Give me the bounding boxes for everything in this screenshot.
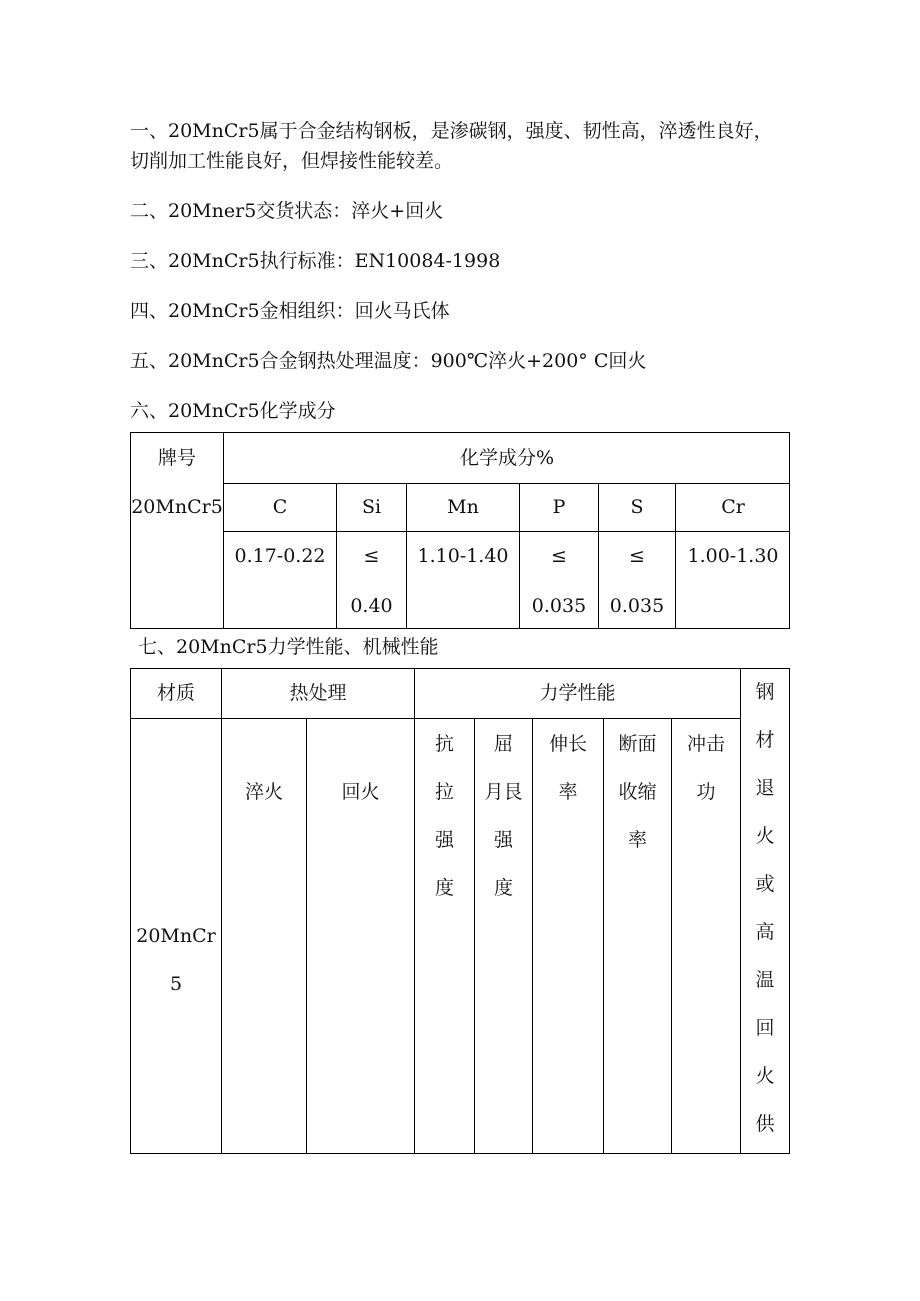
mech-material-header: 材质 — [156, 682, 195, 704]
value-si-symbol: ≤ — [363, 545, 380, 567]
mech-material-value-line1: 20MnCr — [136, 925, 216, 947]
tensile-strength-char: 抗 — [434, 733, 454, 755]
annealed-note-char: 退 — [755, 777, 775, 799]
value-p: 0.035 — [531, 595, 587, 617]
annealed-note-char: 火 — [755, 825, 775, 847]
elongation-char: 率 — [558, 781, 578, 803]
yield-strength-header — [475, 720, 532, 912]
mech-heat-treatment-header: 热处理 — [289, 682, 347, 704]
tensile-strength-char: 拉 — [434, 781, 454, 803]
chem-section-heading: 六、20MnCr5化学成分 — [130, 400, 336, 422]
annealed-note-char: 温 — [755, 969, 775, 991]
chem-composition-header: 化学成分% — [459, 447, 555, 469]
elongation-char: 伸长 — [548, 733, 587, 755]
standard-line: 三、20MnCr5执行标准：EN10084-1998 — [130, 250, 501, 272]
annealed-note-char: 供 — [755, 1113, 775, 1135]
annealed-supply-note — [741, 668, 789, 1148]
mech-properties-header: 力学性能 — [539, 682, 616, 704]
value-s-symbol: ≤ — [629, 545, 645, 567]
delivery-state-line: 二、20Mner5交货状态：淬火+回火 — [130, 200, 444, 222]
chem-grade-header: 牌号 — [157, 447, 196, 469]
annealed-note-char: 火 — [755, 1065, 775, 1087]
microstructure-line: 四、20MnCr5金相组织：回火马氏体 — [130, 300, 450, 322]
value-p-symbol: ≤ — [551, 545, 567, 567]
annealed-note-char: 材 — [755, 729, 775, 751]
reduction-of-area-char: 断面 — [618, 733, 657, 755]
tensile-strength-char: 度 — [434, 877, 454, 899]
yield-strength-char: 月艮 — [484, 781, 523, 803]
annealed-note-char: 回 — [755, 1017, 775, 1039]
annealed-note-char: 钢 — [755, 681, 775, 703]
value-cr: 1.00-1.30 — [687, 545, 779, 567]
reduction-of-area-header — [604, 720, 671, 864]
impact-energy-header — [672, 720, 740, 816]
reduction-of-area-char: 收缩 — [618, 781, 657, 803]
reduction-of-area-char: 率 — [627, 829, 647, 851]
elongation-header — [533, 720, 603, 816]
tensile-strength-char: 强 — [434, 829, 454, 851]
annealed-note-char: 或 — [755, 873, 775, 895]
impact-energy-char: 功 — [696, 781, 716, 803]
chem-grade-value: 20MnCr5 — [131, 496, 223, 518]
element-si: Si — [361, 496, 382, 518]
value-s: 0.035 — [609, 595, 665, 617]
value-si: 0.40 — [350, 595, 393, 617]
element-cr: Cr — [721, 496, 745, 518]
tensile-strength-header — [415, 720, 474, 912]
mech-material-value-line2: 5 — [169, 973, 183, 995]
element-c: C — [272, 496, 288, 518]
annealed-note-char: 高 — [755, 921, 775, 943]
mech-section-heading: 七、20MnCr5力学性能、机械性能 — [138, 636, 439, 658]
impact-energy-char: 冲击 — [686, 733, 725, 755]
element-p: P — [552, 496, 566, 518]
value-c: 0.17-0.22 — [234, 545, 326, 567]
yield-strength-char: 度 — [493, 877, 513, 899]
element-s: S — [630, 496, 644, 518]
yield-strength-char: 强 — [493, 829, 513, 851]
quench-header: 淬火 — [244, 781, 283, 803]
element-mn: Mn — [447, 496, 479, 518]
value-mn: 1.10-1.40 — [417, 545, 509, 567]
intro-paragraph: 一、20MnCr5属于合金结构钢板，是渗碳钢，强度、韧性高，淬透性良好，切削加工性能良好，但焊接性能较差。 — [130, 120, 773, 172]
temper-header: 回火 — [341, 781, 380, 803]
yield-strength-char: 屈 — [493, 733, 513, 755]
heat-treatment-line: 五、20MnCr5合金钢热处理温度：900℃淬火+200° C回火 — [130, 350, 647, 372]
